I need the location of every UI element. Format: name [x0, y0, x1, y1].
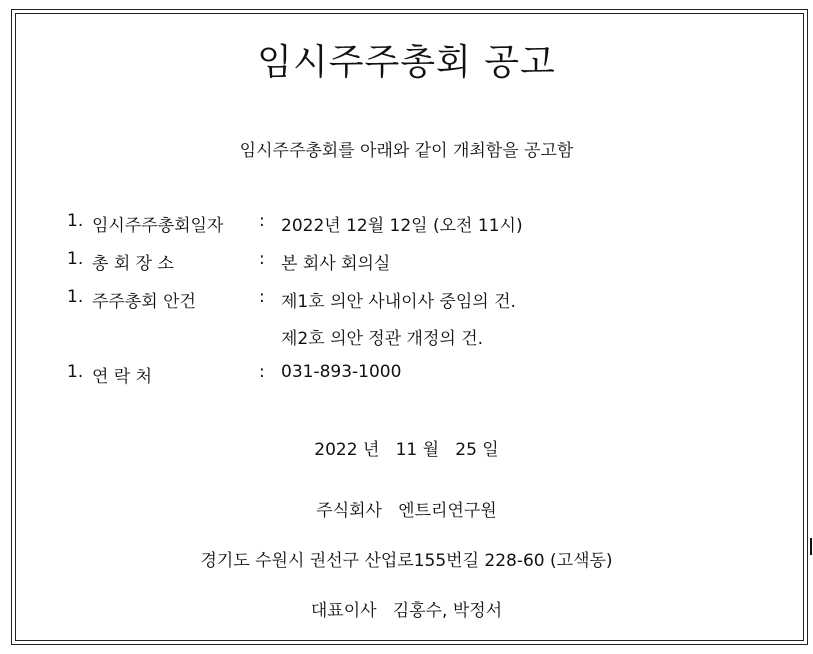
item-colon: :: [259, 287, 265, 307]
item-number: 1.: [67, 287, 84, 307]
notice-date: 2022 년 11 월 25 일: [314, 440, 499, 460]
item-colon: :: [259, 362, 265, 382]
representatives: 대표이사 김홍수, 박정서: [310, 601, 503, 621]
company-name: 주식회사 엔트리연구원: [316, 501, 497, 521]
item-value: 031-893-1000: [281, 362, 402, 382]
item-value: 본 회사 회의실: [281, 254, 391, 274]
notice-title: 임시주주총회 공고: [257, 42, 556, 83]
item-value: 제1호 의안 사내이사 중임의 건.: [281, 292, 516, 312]
item-number: 1.: [67, 362, 84, 382]
item-value: 제2호 의안 정관 개정의 건.: [281, 329, 484, 349]
item-label: 총 회 장 소: [92, 254, 174, 274]
company-address: 경기도 수원시 권선구 산업로155번길 228-60 (고색동): [200, 551, 613, 571]
item-label: 임시주주총회일자: [92, 216, 224, 236]
item-colon: :: [259, 211, 265, 231]
item-value: 2022년 12월 12일 (오전 11시): [281, 216, 523, 236]
item-number: 1.: [67, 211, 84, 231]
item-label: 연 락 처: [92, 367, 153, 387]
item-label: 주주총회 안건: [92, 292, 196, 312]
text-cursor: [810, 538, 812, 555]
notice-intro: 임시주주총회를 아래와 같이 개최함을 공고함: [239, 141, 574, 161]
item-colon: :: [259, 249, 265, 269]
item-number: 1.: [67, 249, 84, 269]
